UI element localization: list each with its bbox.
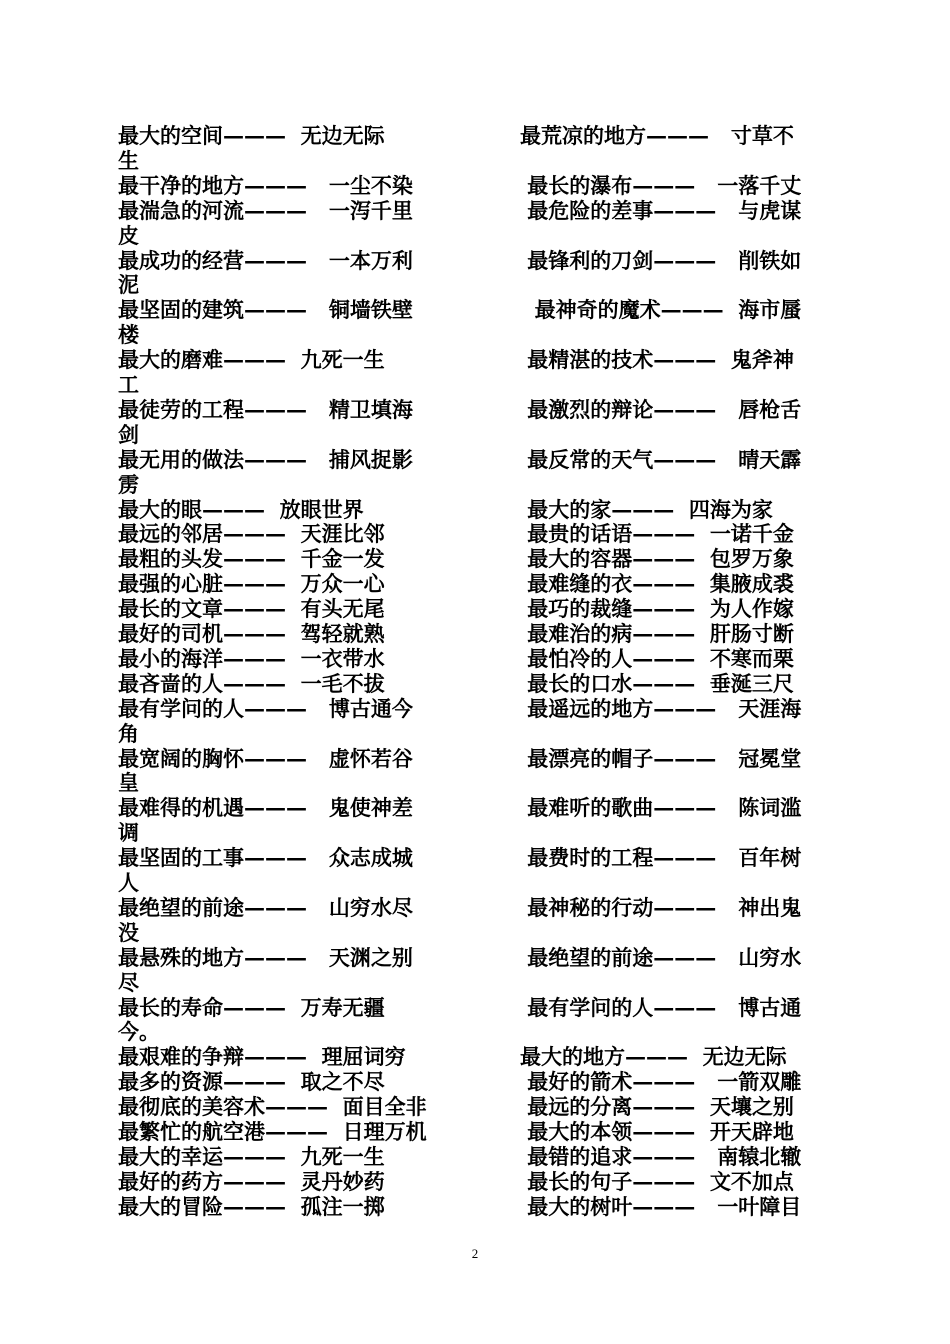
text-line: 最坚固的工事——— 众志成城 <box>118 845 413 871</box>
text-line: 最远的邻居——— 天涯比邻 <box>118 521 385 547</box>
text-line: 最巧的裁缝——— 为人作嫁 <box>520 596 794 622</box>
text-line: 最悬殊的地方——— 天渊之别 <box>118 944 413 970</box>
text-line: 最大的幸运——— 九死一生 <box>118 1143 385 1169</box>
text-line: 今。 <box>118 1019 160 1045</box>
page-number: 2 <box>471 1246 479 1261</box>
text-line: 最多的资源——— 取之不尽 <box>118 1069 385 1095</box>
text-line: 最干净的地方——— 一尘不染 <box>118 172 413 198</box>
text-line: 最无用的做法——— 捕风捉影 <box>118 446 413 472</box>
text-line: 最难治的病——— 肝肠寸断 <box>520 621 794 646</box>
text-line: 最繁忙的航空港——— 日理万机 <box>118 1119 427 1144</box>
text-line: 最神奇的魔术——— 海市蜃 <box>520 297 802 323</box>
text-line: 最荒凉的地方——— 寸草不 <box>520 123 794 148</box>
text-line: 最大的本领——— 开天辟地 <box>520 1119 794 1144</box>
text-line: 角 <box>118 720 139 746</box>
text-line: 雳 <box>118 471 139 497</box>
text-line: 最贵的话语——— 一诺千金 <box>520 521 794 547</box>
text-line: 最大的家——— 四海为家 <box>520 496 773 522</box>
text-line: 最强的心脏——— 万众一心 <box>118 571 385 597</box>
text-line: 调 <box>118 820 139 846</box>
text-line: 最反常的天气——— 晴天霹 <box>520 446 802 472</box>
text-line: 最绝望的前途——— 山穷水尽 <box>118 894 413 920</box>
text-line: 最大的空间——— 无边无际 <box>118 123 385 148</box>
text-line: 最长的口水——— 垂涎三尺 <box>520 670 794 696</box>
text-line: 最大的树叶——— 一叶障目 <box>520 1193 802 1219</box>
text-line: 最长的瀑布——— 一落千丈 <box>520 172 802 198</box>
text-line: 人 <box>118 870 139 895</box>
text-line: 最费时的工程——— 百年树 <box>520 845 802 871</box>
text-line: 最错的追求——— 南辕北辙 <box>520 1143 802 1169</box>
text-line: 最远的分离——— 天壤之别 <box>520 1094 794 1120</box>
text-line: 最遥远的地方——— 天涯海 <box>520 695 802 721</box>
text-line: 最湍急的河流——— 一泻千里 <box>118 197 413 223</box>
text-line: 最绝望的前途——— 山穷水 <box>520 944 802 970</box>
text-line: 最粗的头发——— 千金一发 <box>118 546 385 572</box>
text-line: 最有学问的人——— 博古通今 <box>118 695 413 721</box>
text-line: 皮 <box>118 222 139 248</box>
text-line: 最徒劳的工程——— 精卫填海 <box>118 396 413 422</box>
text-line: 最小的海洋——— 一衣带水 <box>118 645 385 671</box>
text-line: 最精湛的技术——— 鬼斧神 <box>520 347 794 373</box>
text-line: 最长的句子——— 文不加点 <box>520 1168 794 1194</box>
text-line: 最大的眼——— 放眼世界 <box>118 496 364 522</box>
text-line: 最好的箭术——— 一箭双雕 <box>520 1069 802 1095</box>
text-line: 最长的寿命——— 万寿无疆 <box>118 994 385 1020</box>
text-line: 最有学问的人——— 博古通 <box>520 994 802 1020</box>
text-line: 最激烈的辩论——— 唇枪舌 <box>520 396 802 422</box>
text-line: 最难听的歌曲——— 陈词滥 <box>520 795 802 821</box>
text-line: 没 <box>118 919 139 945</box>
text-line: 最彻底的美容术——— 面目全非 <box>118 1094 427 1120</box>
text-line: 最好的司机——— 驾轻就熟 <box>118 621 385 646</box>
text-line: 最长的文章——— 有头无尾 <box>118 596 385 622</box>
text-line: 最大的磨难——— 九死一生 <box>118 347 385 373</box>
text-line: 工 <box>118 372 139 397</box>
text-line: 最大的地方——— 无边无际 <box>520 1044 787 1070</box>
text-line: 最漂亮的帽子——— 冠冕堂 <box>520 745 802 771</box>
text-line: 最难得的机遇——— 鬼使神差 <box>118 795 413 821</box>
text-line: 皇 <box>118 770 139 796</box>
text-line: 最宽阔的胸怀——— 虚怀若谷 <box>118 745 413 771</box>
text-line: 剑 <box>118 421 139 447</box>
text-line: 泥 <box>118 272 139 298</box>
text-line: 楼 <box>118 322 139 348</box>
text-line: 最坚固的建筑——— 铜墙铁壁 <box>118 297 413 323</box>
text-line: 生 <box>118 147 139 173</box>
text-line: 最吝啬的人——— 一毛不拔 <box>118 670 385 696</box>
text-line: 尽 <box>118 969 139 995</box>
text-line: 最怕冷的人——— 不寒而栗 <box>520 645 794 671</box>
text-line: 最危险的差事——— 与虎谋 <box>520 197 802 223</box>
text-line: 最好的药方——— 灵丹妙药 <box>118 1168 385 1194</box>
text-line: 最成功的经营——— 一本万利 <box>118 247 413 273</box>
text-line: 最大的冒险——— 孤注一掷 <box>118 1193 385 1219</box>
text-line: 最艰难的争辩——— 理屈词穷 <box>118 1044 406 1070</box>
text-line: 最神秘的行动——— 神出鬼 <box>520 894 802 920</box>
text-line: 最难缝的衣——— 集腋成裘 <box>520 571 794 597</box>
text-line: 最大的容器——— 包罗万象 <box>520 546 794 572</box>
text-line: 最锋利的刀剑——— 削铁如 <box>520 247 802 273</box>
